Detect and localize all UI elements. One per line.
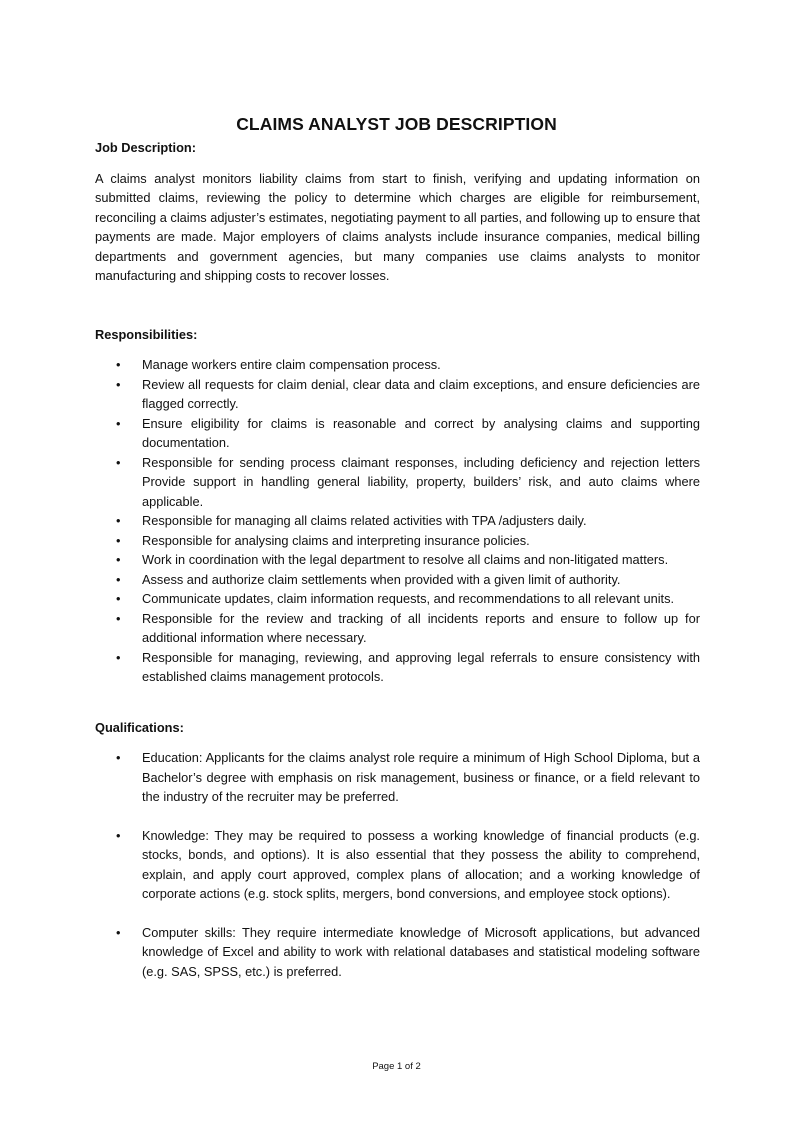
list-item-text: Work in coordination with the legal department to resolve all claims and non-litigated matters. [142, 552, 669, 567]
list-item-text: Ensure eligibility for claims is reasonable and correct by analysing claims and supporting documentation. [142, 415, 700, 450]
bullet-icon: • [116, 924, 121, 940]
list-item-text: Responsible for sending process claimant responses, including deficiency and rejection letters Provide support in handling general liability, property, builders’ risk, and auto claims where applicable. [142, 454, 700, 509]
bullet-icon: • [116, 571, 121, 587]
responsibilities-list [95, 355, 700, 687]
list-item [95, 511, 700, 531]
list-item [95, 531, 700, 551]
list-item-text: Responsible for managing all claims related activities with TPA /adjusters daily. [142, 513, 587, 528]
bullet-icon: • [116, 610, 121, 626]
list-item [95, 453, 700, 512]
list-item [95, 923, 700, 982]
list-item [95, 550, 700, 570]
document-body [95, 138, 700, 981]
bullet-icon: • [116, 454, 121, 470]
bullet-icon: • [116, 750, 121, 765]
list-item-text: Communicate updates, claim information requests, and recommendations to all relevant units. [142, 591, 675, 606]
list-item [95, 826, 700, 904]
bullet-icon: • [116, 532, 121, 548]
list-item-text: Review all requests for claim denial, clear data and claim exceptions, and ensure deficiencies are flagged correctly. [142, 376, 700, 411]
responsibilities-heading: Responsibilities: [95, 326, 198, 342]
list-item-text: Knowledge: They may be required to possess a working knowledge of financial products (e.g. stocks, bonds, and options). It is also essential that they possess the ability to comprehend, explain, and apply court approved, complex plans of allocation; and a working knowledge of corporate actions (e.g. stock splits, mergers, bond conversions, and employee stock options). [142, 827, 700, 901]
list-item-text: Responsible for the review and tracking of all incidents reports and ensure to follow up for additional information where necessary. [142, 610, 700, 645]
list-item-text: Responsible for analysing claims and interpreting insurance policies. [142, 532, 530, 548]
list-item-text: Education: Applicants for the claims analyst role require a minimum of High School Diploma, but a Bachelor’s degree with emphasis on risk management, business or finance, or a field relevant to the industry of the recruiter may be preferred. [142, 750, 700, 804]
list-item [95, 609, 700, 648]
list-item-text: Manage workers entire claim compensation process. [142, 357, 441, 372]
list-item [95, 648, 700, 687]
list-item [95, 589, 700, 609]
list-item [95, 414, 700, 453]
job-description-paragraph: A claims analyst monitors liability claims from start to finish, verifying and updating information on submitted claims, reviewing the policy to determine which charges are eligible for reimbursement, reconciling a claims adjuster’s estimates, negotiating payment to all parties, and following up to ensure that payments are made. Major employers of claims analysts include insurance companies, medical billing departments and government agencies, but many companies use claims analysts to monitor manufacturing and shipping costs to recover losses. [95, 170, 700, 283]
list-item-text: Assess and authorize claim settlements when provided with a given limit of authority. [142, 571, 621, 587]
list-item-text: Computer skills: They require intermediate knowledge of Microsoft applications, but advanced knowledge of Excel and ability to work with relational databases and statistical modeling software (e.g. SAS, SPSS, etc.) is preferred. [142, 924, 700, 979]
bullet-icon: • [116, 513, 121, 528]
bullet-icon: • [116, 827, 121, 843]
list-item [95, 375, 700, 414]
bullet-icon: • [116, 415, 121, 431]
list-item [95, 570, 700, 590]
qualifications-heading: Qualifications: [95, 719, 184, 735]
bullet-icon: • [116, 649, 121, 665]
bullet-icon: • [116, 357, 121, 372]
document-title: CLAIMS ANALYST JOB DESCRIPTION [236, 114, 557, 134]
bullet-icon: • [116, 376, 121, 392]
bullet-icon: • [116, 591, 121, 606]
job-description-heading: Job Description: [95, 140, 196, 155]
page-number: Page 1 of 2 [372, 1061, 421, 1072]
bullet-icon: • [116, 552, 121, 567]
qualifications-list [95, 748, 700, 981]
list-item [95, 748, 700, 807]
list-item [95, 355, 700, 375]
list-item-text: Responsible for managing, reviewing, and approving legal referrals to ensure consistency with established claims management protocols. [142, 649, 700, 684]
